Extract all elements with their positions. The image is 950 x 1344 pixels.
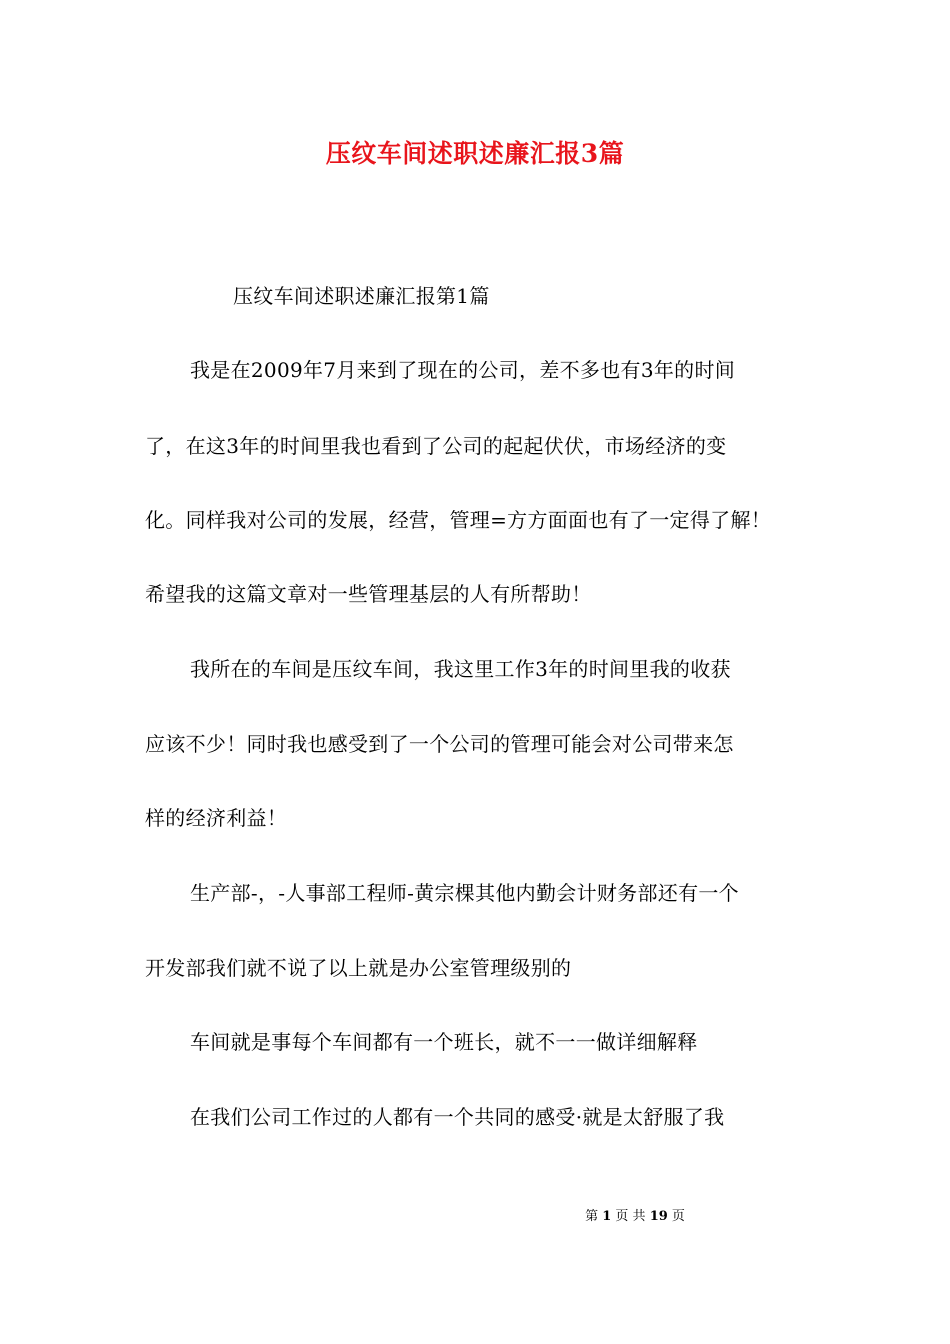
paragraph-line: 我是在2009年7月来到了现在的公司，差不多也有3年的时间: [190, 358, 736, 382]
paragraph-line: 开发部我们就不说了以上就是办公室管理级别的: [145, 956, 572, 980]
footer-suffix: 页: [671, 1209, 685, 1224]
paragraph-line: 我所在的车间是压纹车间，我这里工作3年的时间里我的收获: [190, 657, 731, 681]
paragraph-line: 车间就是事每个车间都有一个班长，就不一一做详细解释: [190, 1030, 698, 1054]
paragraph-line: 了，在这3年的时间里我也看到了公司的起起伏伏，市场经济的变: [145, 434, 727, 458]
current-page-number: 1: [602, 1209, 612, 1224]
paragraph-line: 希望我的这篇文章对一些管理基层的人有所帮助！: [145, 582, 592, 606]
document-title: 压纹车间述职述廉汇报3篇: [325, 139, 625, 168]
paragraph-line: 应该不少！同时我也感受到了一个公司的管理可能会对公司带来怎: [145, 732, 734, 756]
page-footer: [0, 1207, 950, 1227]
footer-middle: 页 共: [615, 1209, 646, 1224]
paragraph-line: 生产部-，-人事部工程师-黄宗棵其他内勤会计财务部还有一个: [190, 881, 739, 905]
paragraph-line: 化。同样我对公司的发展，经营，管理=方方面面也有了一定得了解！: [145, 508, 772, 532]
section-heading: 压纹车间述职述廉汇报第1篇: [233, 284, 490, 308]
paragraph-line: 样的经济利益！: [145, 806, 288, 830]
paragraph-line: 在我们公司工作过的人都有一个共同的感受·就是太舒服了我: [190, 1105, 725, 1129]
total-pages-number: 19: [649, 1209, 668, 1224]
footer-prefix: 第: [585, 1209, 599, 1224]
